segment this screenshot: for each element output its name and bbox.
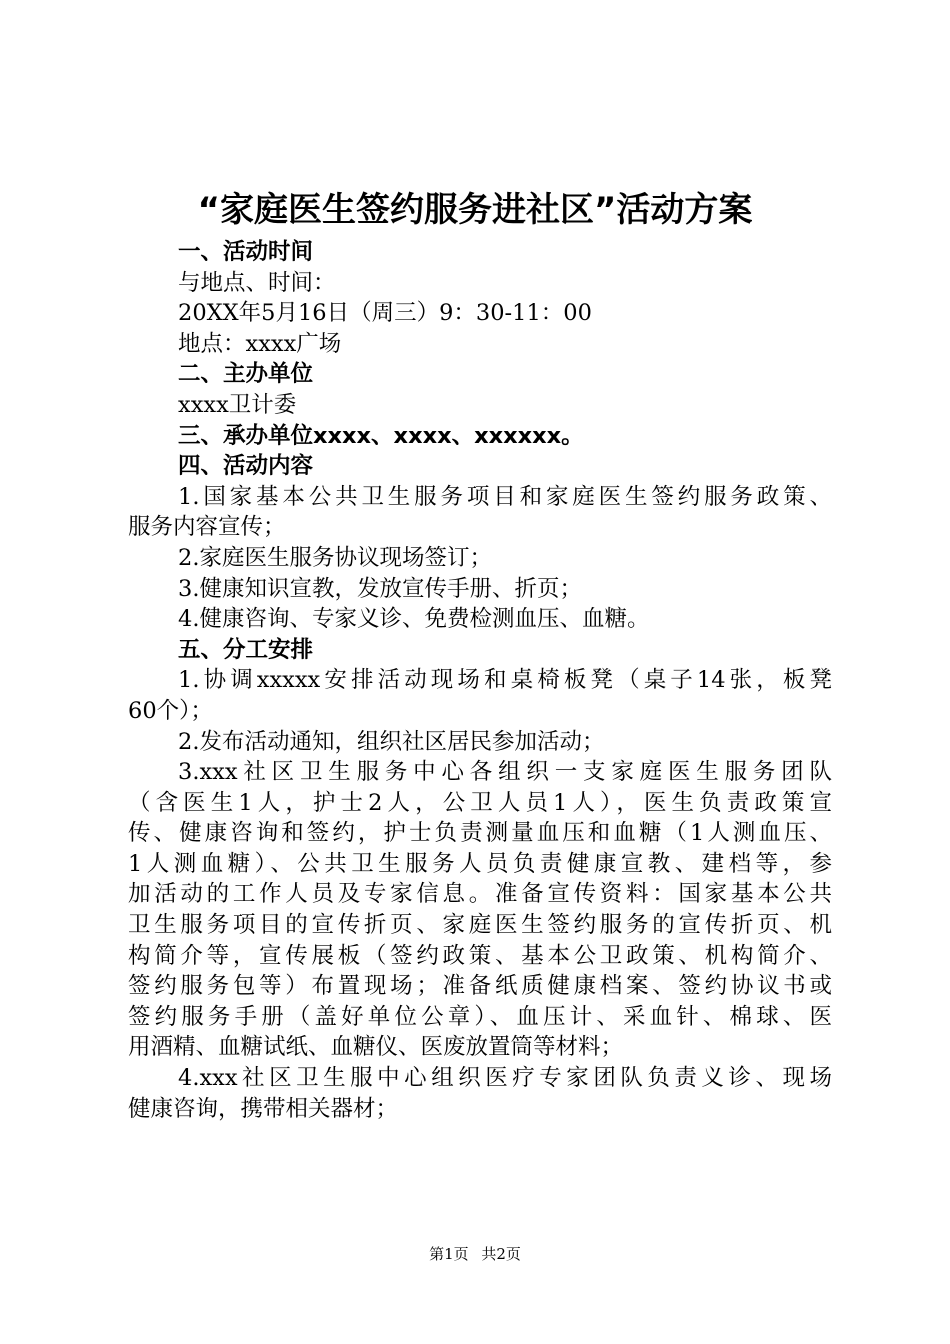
section-heading-assignment: 五、分工安排 — [178, 636, 314, 663]
page-total: 共2页 — [481, 1245, 521, 1263]
section-heading-time-place: 一、活动时间 — [178, 239, 314, 265]
paragraph-line: 20XX年5月16日（周三）9：30-11：00 — [178, 300, 592, 327]
paragraph-line: 2.家庭医生服务协议现场签订； — [178, 544, 492, 571]
paragraph-line: 1人测血糖）、公共卫生服务人员负责健康宣教、建档等，参 — [128, 850, 832, 877]
paragraph-line: 1.协调xxxxx安排活动现场和桌椅板凳（桌子14张，板凳 — [178, 667, 832, 694]
section-heading-organizer: 二、主办单位 — [178, 361, 314, 388]
paragraph-line: 60个）； — [128, 697, 213, 724]
paragraph-line: 健康咨询，携带相关器材； — [128, 1095, 399, 1122]
paragraph-line: 服务内容宣传； — [128, 514, 286, 541]
document-body — [128, 237, 832, 1124]
paragraph-line: 加活动的工作人员及专家信息。准备宣传资料：国家基本公共 — [128, 881, 832, 908]
paragraph-line: 签约服务手册（盖好单位公章）、血压计、采血针、棉球、医 — [128, 1003, 832, 1030]
paragraph-line: 卫生服务项目的宣传折页、家庭医生签约服务的宣传折页、机 — [128, 912, 832, 939]
paragraph-line: 4.健康咨询、专家义诊、免费检测血压、血糖。 — [178, 606, 650, 633]
paragraph-line: 用酒精、血糖试纸、血糖仪、医废放置筒等材料； — [128, 1034, 624, 1061]
paragraph-line: 签约服务包等）布置现场；准备纸质健康档案、签约协议书或 — [128, 973, 832, 1000]
paragraph-line: 地点：xxxx广场 — [178, 330, 342, 357]
paragraph-line: 3.xxx社区卫生服务中心各组织一支家庭医生服务团队 — [178, 759, 832, 786]
page-footer — [0, 1242, 950, 1266]
paragraph-line: 2.发布活动通知，组织社区居民参加活动； — [178, 728, 605, 755]
paragraph-line: 1.国家基本公共卫生服务项目和家庭医生签约服务政策、 — [178, 483, 832, 510]
paragraph-line: xxxx卫计委 — [178, 391, 297, 418]
paragraph-line: 3.健康知识宣教，发放宣传手册、折页； — [178, 575, 582, 602]
paragraph-line: 构简介等，宣传展板（签约政策、基本公卫政策、机构简介、 — [128, 942, 832, 969]
section-heading-co-organizer: 三、承办单位xxxx、xxxx、xxxxxx。 — [178, 422, 584, 449]
section-heading-content: 四、活动内容 — [178, 453, 314, 480]
page-number: 第1页 — [429, 1245, 469, 1263]
paragraph-line: （含医生1人，护士2人，公卫人员1人），医生负责政策宣 — [128, 789, 832, 816]
paragraph-line: 4.xxx社区卫生服中心组织医疗专家团队负责义诊、现场 — [178, 1065, 832, 1092]
paragraph-line: 传、健康咨询和签约，护士负责测量血压和血糖（1人测血压、 — [128, 820, 832, 847]
paragraph-line: 与地点、时间： — [178, 269, 336, 296]
document-title: “家庭医生签约服务进社区”活动方案 — [197, 190, 753, 230]
